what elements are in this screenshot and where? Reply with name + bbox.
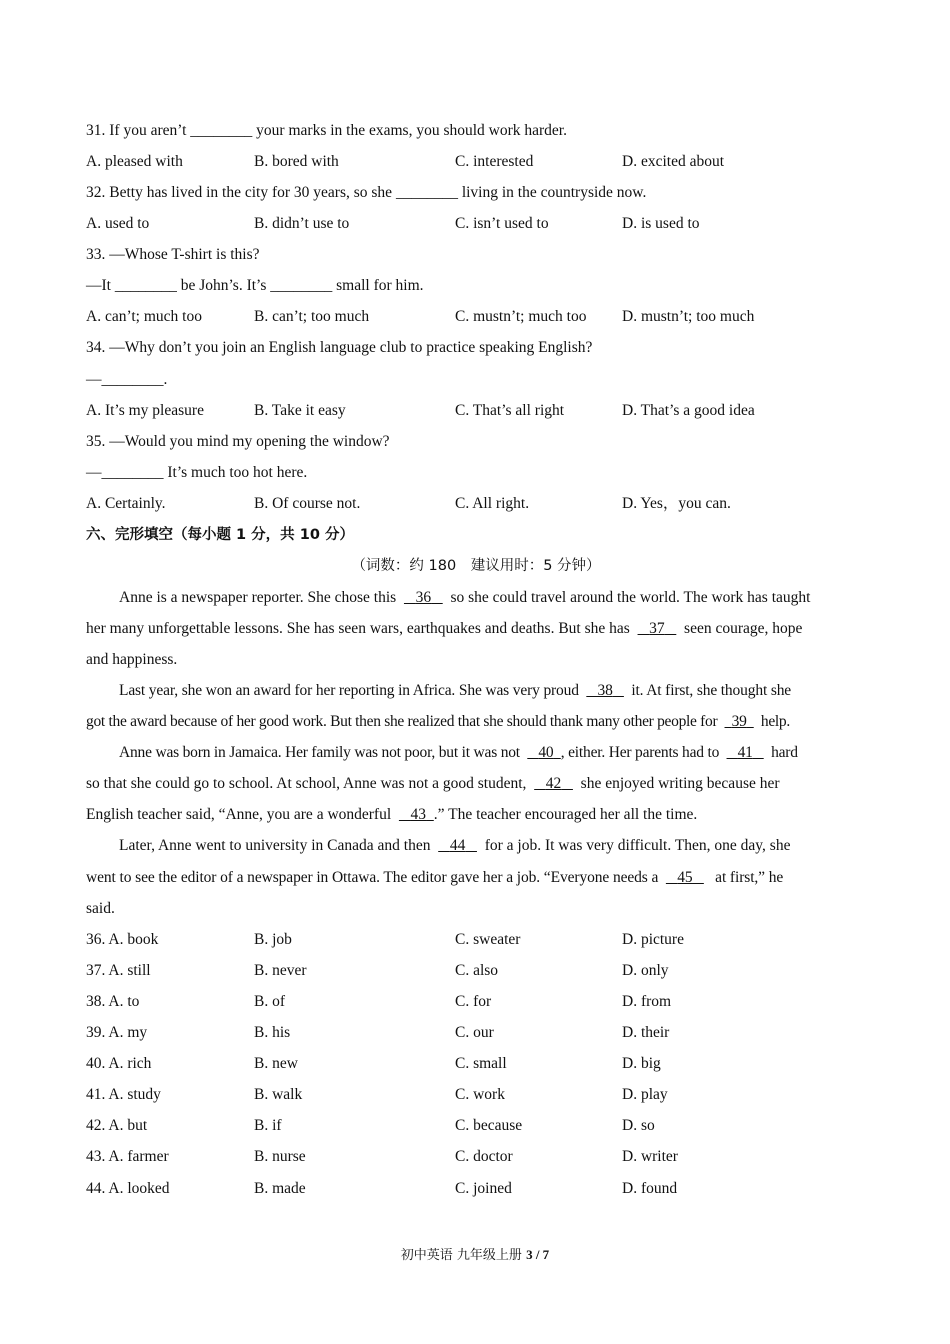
option-d: D. writer (622, 1148, 678, 1165)
blank-37: 37 (649, 620, 665, 637)
option-c: C. doctor (455, 1148, 513, 1165)
option-a: 42. A. but (86, 1117, 148, 1134)
option-d: D. Yes，you can. (622, 495, 731, 512)
option-c: C. also (455, 962, 499, 979)
option-d: D. is used to (622, 215, 700, 232)
cloze-options-37 (86, 959, 866, 983)
question-31-options (86, 150, 866, 174)
option-d: D. big (622, 1055, 661, 1072)
option-b: B. job (254, 931, 292, 948)
page-footer (0, 1245, 950, 1266)
option-b: B. Of course not. (254, 495, 361, 512)
passage-p1-line1: Anne is a newspaper reporter. She chose this 36 so she could travel around the world. The work has taught (119, 589, 811, 606)
option-b: B. new (254, 1055, 298, 1072)
option-c: C. mustn’t; much too (455, 308, 587, 325)
cloze-options-42 (86, 1114, 866, 1138)
question-34-stem-line2: —________. (86, 371, 168, 388)
option-b: B. didn’t use to (254, 215, 350, 232)
cloze-options-44 (86, 1177, 866, 1201)
question-33-options (86, 305, 866, 329)
cloze-options-36 (86, 928, 866, 952)
option-b: B. can’t; too much (254, 308, 370, 325)
option-d: D. their (622, 1024, 670, 1041)
option-b: B. walk (254, 1086, 303, 1103)
section-note: （词数：约 180 建议用时：5 分钟） (351, 558, 601, 574)
passage-p4-line2: went to see the editor of a newspaper in Ottawa. The editor gave her a job. “Everyone needs a 45 at first,” he (86, 869, 784, 886)
option-a: 37. A. still (86, 962, 151, 979)
option-d: D. found (622, 1180, 678, 1197)
blank-39: 39 (731, 713, 747, 730)
option-b: B. bored with (254, 153, 339, 170)
blank-42: 42 (545, 775, 562, 792)
passage-p1-line3: and happiness. (86, 651, 178, 668)
option-c: C. because (455, 1117, 523, 1134)
option-a: 39. A. my (86, 1024, 148, 1041)
option-c: C. That’s all right (455, 402, 565, 419)
option-b: B. made (254, 1180, 306, 1197)
option-a: A. can’t; much too (86, 308, 202, 325)
blank-38: 38 (597, 682, 613, 699)
option-d: D. so (622, 1117, 655, 1134)
question-34-stem-line1: 34. —Why don’t you join an English language club to practice speaking English? (86, 339, 593, 356)
cloze-options-43 (86, 1145, 866, 1169)
passage-p2-line2: got the award because of her good work. But then she realized that she should thank many other people for 39 help. (86, 713, 790, 730)
question-35-stem-line1: 35. —Would you mind my opening the window? (86, 433, 390, 450)
blank-41: 41 (737, 744, 753, 761)
page-number: 3 / 7 (526, 1247, 550, 1262)
question-32-stem: 32. Betty has lived in the city for 30 years, so she ________ living in the countryside now. (86, 184, 647, 201)
section-title: 六、完形填空（每小题 1 分，共 10 分） (86, 527, 354, 543)
cloze-options-39 (86, 1021, 866, 1045)
option-c: C. interested (455, 153, 534, 170)
question-34-options (86, 399, 866, 423)
blank-36: 36 (415, 589, 432, 606)
option-c: C. small (455, 1055, 507, 1072)
option-b: B. nurse (254, 1148, 306, 1165)
blank-40: 40 (538, 744, 554, 761)
question-33-stem-line1: 33. —Whose T-shirt is this? (86, 246, 260, 263)
question-31-stem: 31. If you aren’t ________ your marks in the exams, you should work harder. (86, 122, 567, 139)
cloze-options-40 (86, 1052, 866, 1076)
option-d: D. excited about (622, 153, 725, 170)
option-a: 43. A. farmer (86, 1148, 169, 1165)
option-d: D. from (622, 993, 672, 1010)
question-33-stem-line2: —It ________ be John’s. It’s ________ small for him. (86, 277, 424, 294)
option-a: 44. A. looked (86, 1180, 170, 1197)
question-35-stem-line2: —________ It’s much too hot here. (86, 464, 308, 481)
option-c: C. sweater (455, 931, 521, 948)
option-a: 36. A. book (86, 931, 159, 948)
option-c: C. for (455, 993, 492, 1010)
option-a: 41. A. study (86, 1086, 161, 1103)
option-d: D. mustn’t; too much (622, 308, 755, 325)
option-c: C. our (455, 1024, 494, 1041)
option-d: D. That’s a good idea (622, 402, 755, 419)
option-c: C. All right. (455, 495, 530, 512)
option-d: D. picture (622, 931, 684, 948)
option-d: D. only (622, 962, 669, 979)
blank-43: 43 (410, 806, 427, 823)
option-b: B. never (254, 962, 307, 979)
option-b: B. of (254, 993, 285, 1010)
option-c: C. joined (455, 1180, 512, 1197)
cloze-options-41 (86, 1083, 866, 1107)
cloze-options-38 (86, 990, 866, 1014)
blank-45: 45 (677, 869, 693, 886)
option-b: B. if (254, 1117, 282, 1134)
option-d: D. play (622, 1086, 668, 1103)
option-a: 38. A. to (86, 993, 140, 1010)
passage-p2-line1: Last year, she won an award for her reporting in Africa. She was very proud 38 it. At first, she thought she (119, 682, 792, 699)
option-c: C. work (455, 1086, 505, 1103)
option-a: A. pleased with (86, 153, 183, 170)
passage-p1-line2: her many unforgettable lessons. She has seen wars, earthquakes and deaths. But she has 37 seen courage, hope (86, 620, 803, 637)
option-a: A. Certainly. (86, 495, 166, 512)
option-c: C. isn’t used to (455, 215, 549, 232)
passage-p4-line1: Later, Anne went to university in Canada and then 44 for a job. It was very difficult. Then, one day, she (119, 837, 791, 854)
option-b: B. his (254, 1024, 291, 1041)
option-a: A. used to (86, 215, 150, 232)
option-a: A. It’s my pleasure (86, 402, 204, 419)
footer-text: 初中英语 九年级上册 (400, 1248, 527, 1263)
passage-p3-line3: English teacher said, “Anne, you are a wonderful 43 .” The teacher encouraged her all the time. (86, 806, 698, 823)
blank-44: 44 (449, 837, 466, 854)
option-b: B. Take it easy (254, 402, 346, 419)
option-a: 40. A. rich (86, 1055, 152, 1072)
question-35-options (86, 492, 866, 516)
passage-p4-line3: said. (86, 900, 115, 917)
question-32-options (86, 212, 866, 236)
passage-p3-line1: Anne was born in Jamaica. Her family was not poor, but it was not 40 , either. Her parents had to 41 hard (119, 744, 798, 761)
passage-p3-line2: so that she could go to school. At school, Anne was not a good student, 42 she enjoyed writing because her (86, 775, 780, 792)
